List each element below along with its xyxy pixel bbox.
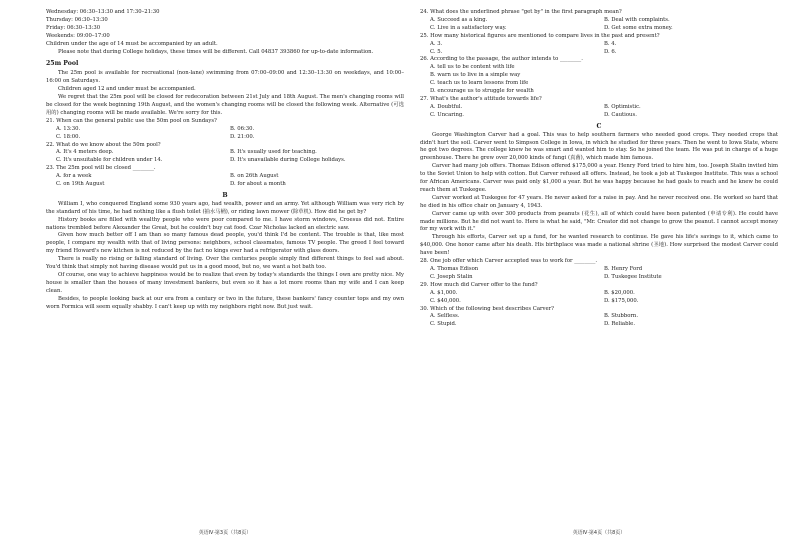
passage-b-paragraph-3: Given how much better off I am than so many famous dead people, you'd think I'd be content. The trouble is that, like most people, I compare my wealth with that of living persons: neighbors, school classmates, famous TV people. The greed I feel toward my friend Howard's new kitchen is not reduced by the fact no kings ever had a refrigerator with glass doors. xyxy=(46,232,404,255)
question-30-options-row1 xyxy=(420,313,778,321)
q27-option-c: C. Uncaring. xyxy=(430,111,464,118)
q30-option-d: D. Reliable. xyxy=(604,321,635,328)
passage-b-paragraph-4: There is really no rising or falling standard of living. Over the centuries people simply find different things to feel sad about. You'd think that simply not having disease would put us in a good mood, but no, we want a hot bath too. xyxy=(46,256,404,271)
question-25-options-row2 xyxy=(420,49,778,57)
q22-option-b: B. It's usually used for teaching. xyxy=(230,149,317,156)
q27-option-d: D. Cautious. xyxy=(604,111,637,118)
q21-option-b: B. 06:30. xyxy=(230,125,255,132)
question-28-options-row2 xyxy=(420,274,778,282)
question-23: 23. The 25m pool will be closed ________. xyxy=(46,165,156,172)
q29-option-b: B. $20,000. xyxy=(604,289,635,296)
q28-option-d: D. Tuskegee Institute xyxy=(604,273,662,280)
question-22-options-row1 xyxy=(46,149,404,157)
question-29-options-row2 xyxy=(420,298,778,306)
question-27: 27. What's the author's attitude towards life? xyxy=(420,95,542,102)
q22-option-c: C. It's unsuitable for children under 14. xyxy=(56,157,163,164)
q29-option-c: C. $40,000. xyxy=(430,297,461,304)
notice-holidays: Please note that during College holidays, these times will be different. Call 04837 393860 for up-to-date information. xyxy=(58,48,374,55)
question-25-options-row1 xyxy=(420,41,778,49)
question-21: 21. When can the general public use the 50m pool on Sundays? xyxy=(46,117,217,124)
question-25: 25. How many historical figures are mentioned to compare lives in the past and present? xyxy=(420,32,660,39)
q30-option-a: A. Selfless. xyxy=(430,313,460,320)
question-23-options-row2 xyxy=(46,181,404,189)
q26-option-a: A. tell us to be content with life xyxy=(430,64,515,71)
question-28-options-row1 xyxy=(420,266,778,274)
passage-b-paragraph-1: William Ⅰ, who conquered England some 930 years ago, had wealth, power and an army. Yet although William was very rich by the standard of his time, he had nothing like a flush toilet (抽水马桶), or riding lawn mower (除草机). How did he get by? xyxy=(46,200,404,215)
question-29: 29. How much did Carver offer to the fund? xyxy=(420,281,538,288)
question-28: 28. One job offer which Carver accepted was to work for ________. xyxy=(420,258,598,265)
left-column xyxy=(46,9,404,312)
passage-b-paragraph-5: Of course, one way to achieve happiness would be to realize that even by today's standards the things I own are pretty nice. My house is smaller than the houses of many investment bankers, but even so it has a lot more rooms than my wife and I can keep clean. xyxy=(46,272,404,294)
question-26: 26. According to the passage, the author intends to ________. xyxy=(420,56,583,63)
pool-paragraph-2: Children aged 12 and under must be accompanied. xyxy=(58,86,196,93)
q28-option-c: C. Joseph Stalin xyxy=(430,273,473,280)
q24-option-c: C. Live in a satisfactory way. xyxy=(430,24,507,31)
q25-option-a: A. 3. xyxy=(430,40,443,47)
page-footer-right: 英语Ⅳ·第4页（共8页） xyxy=(572,530,626,536)
q25-option-b: B. 4. xyxy=(604,40,617,47)
q21-option-d: D. 21:00. xyxy=(230,133,255,140)
pool-paragraph-3: We regret that the 25m pool will be closed for redecoration between 21st July and 18th August. The men's changing rooms will be closed for the week beginning 19th August, and the women's changing rooms will be closed the following week. Alternative (可选用的) changing rooms will be made available. We're sorry for this. xyxy=(46,94,404,116)
pool-paragraph-1: The 25m pool is available for recreational (non-lane) swimming from 07:00–09:00 and 12:30–13:30 on weekdays, and 10:00–16:00 on Saturdays. xyxy=(46,70,404,85)
question-27-options-row2 xyxy=(420,112,778,120)
schedule-thursday: Thursday: 06:30–13:30 xyxy=(46,16,108,23)
question-21-options-row1 xyxy=(46,126,404,134)
q21-option-a: A. 13:30. xyxy=(56,125,81,132)
question-21-options-row2 xyxy=(46,134,404,142)
schedule-friday: Friday: 06:30–13:30 xyxy=(46,24,101,31)
q29-option-d: D. $175,000. xyxy=(604,297,639,304)
question-24-options-row1 xyxy=(420,17,778,25)
q23-option-d: D. for about a month xyxy=(230,181,286,188)
notice-children: Children under the age of 14 must be accompanied by an adult. xyxy=(46,40,218,47)
q24-option-b: B. Deal with complaints. xyxy=(604,16,670,23)
question-22-options-row2 xyxy=(46,157,404,165)
q22-option-a: A. It's 4 meters deep. xyxy=(56,149,114,156)
q30-option-b: B. Stubborn. xyxy=(604,313,639,320)
passage-c-paragraph-1: George Washington Carver had a goal. This was to help southern farmers who needed good crops. They needed crops that didn't hurt the soil. Carver went to Simpson College in Iowa, in which he studied for three years. Then he went to Iowa State, where he got two degrees. The college knew he was smart and wanted him to stay. So he joined the team. He was put in charge of a huge greenhouse. There he grew over 20,000 kinds of fungi (真菌), which made him famous. xyxy=(420,131,778,162)
schedule-weekends: Weekends: 09:00–17:00 xyxy=(46,32,110,39)
question-29-options-row1 xyxy=(420,290,778,298)
q30-option-c: C. Stupid. xyxy=(430,321,457,328)
question-23-options-row1 xyxy=(46,173,404,181)
q23-option-a: A. for a week xyxy=(56,173,92,180)
q25-option-c: C. 5. xyxy=(430,48,443,55)
q21-option-c: C. 18:00. xyxy=(56,133,81,140)
q28-option-b: B. Henry Ford xyxy=(604,266,643,272)
passage-c-paragraph-3: Carver worked at Tuskegee for 47 years. He never asked for a raise in pay. And he never received one. He worked so hard that he died in his office chair on January 4, 1943. xyxy=(420,194,778,209)
right-column xyxy=(420,9,778,329)
page-footer-left: 英语Ⅳ·第3页（共8页） xyxy=(198,530,252,536)
q24-option-d: D. Get some extra money. xyxy=(604,24,673,31)
q28-option-a: A. Thomas Edison xyxy=(430,266,479,272)
q26-option-b: B. warn us to live in a simple way xyxy=(430,72,521,79)
question-30-options-row2 xyxy=(420,321,778,329)
question-22: 22. What do we know about the 50m pool? xyxy=(46,141,161,148)
passage-b-paragraph-6: Besides, to people looking back at our era from a century or two in the future, these bankers' fancy counter tops and my own worn Formica will seem equally shabby. I can't keep up with my neighbors right now. But just wait. xyxy=(46,295,404,310)
question-27-options-row1 xyxy=(420,104,778,112)
q24-option-a: A. Succeed as a king. xyxy=(430,16,488,23)
q26-option-c: C. teach us to learn lessons from life xyxy=(430,80,529,87)
pool-title: 25m Pool xyxy=(46,60,79,68)
question-24: 24. What does the underlined phrase "get by" in the first paragraph mean? xyxy=(420,9,622,15)
question-30: 30. Which of the following best describes Carver? xyxy=(420,305,555,312)
q27-option-b: B. Optimistic. xyxy=(604,103,641,110)
q22-option-d: D. It's unavailable during College holidays. xyxy=(230,157,346,164)
schedule-wednesday: Wednesday: 06:30–13:30 and 17:30–21:30 xyxy=(46,9,160,15)
section-b-heading: B xyxy=(222,191,228,199)
section-c-heading: C xyxy=(596,122,602,130)
q27-option-a: A. Doubtful. xyxy=(430,103,463,110)
q29-option-a: A. $1,000. xyxy=(430,289,458,296)
passage-c-paragraph-5: Through his efforts, Carver set up a fund, for he wanted research to continue. He gave his life's savings to it, which came to $40,000. One honor came after his death. His birthplace was made a national shrine (圣地). How surprised the modest Carver could have been! xyxy=(420,234,778,257)
question-24-options-row2 xyxy=(420,25,778,33)
q23-option-c: C. on 19th August xyxy=(56,181,105,188)
q25-option-d: D. 6. xyxy=(604,48,617,55)
q26-option-d: D. encourage us to struggle for wealth xyxy=(430,88,534,95)
passage-c-paragraph-4: Carver came up with over 300 products from peanuts (花生), all of which could have been patented (申请专利). He could have made millions. But he did not want to. Here is what he said, "Mr. Creator did not change to grow the peanut. I cannot accept money for my work with it." xyxy=(420,210,778,233)
q23-option-b: B. on 26th August xyxy=(230,173,279,180)
passage-c-paragraph-2: Carver had many job offers. Thomas Edison offered $175,000 a year. Henry Ford tried to hire him, too. Joseph Stalin invited him to the Soviet Union to help with cotton. But Carver refused all offers. Instead, he took a job at Tuskegee Institute. This was a school for African Americans. Carver was paid only $1,000 a year. But he was happy because he had goals to reach and he knew he could reach them at Tuskegee. xyxy=(420,163,778,193)
passage-b-paragraph-2: History books are filled with wealthy people who were poor compared to me. I have storm windows, Croesus did not. Entire nations trembled before Alexander the Great, but he couldn't buy cat food. Czar Nicholas lacked an electric saw. xyxy=(46,216,404,231)
